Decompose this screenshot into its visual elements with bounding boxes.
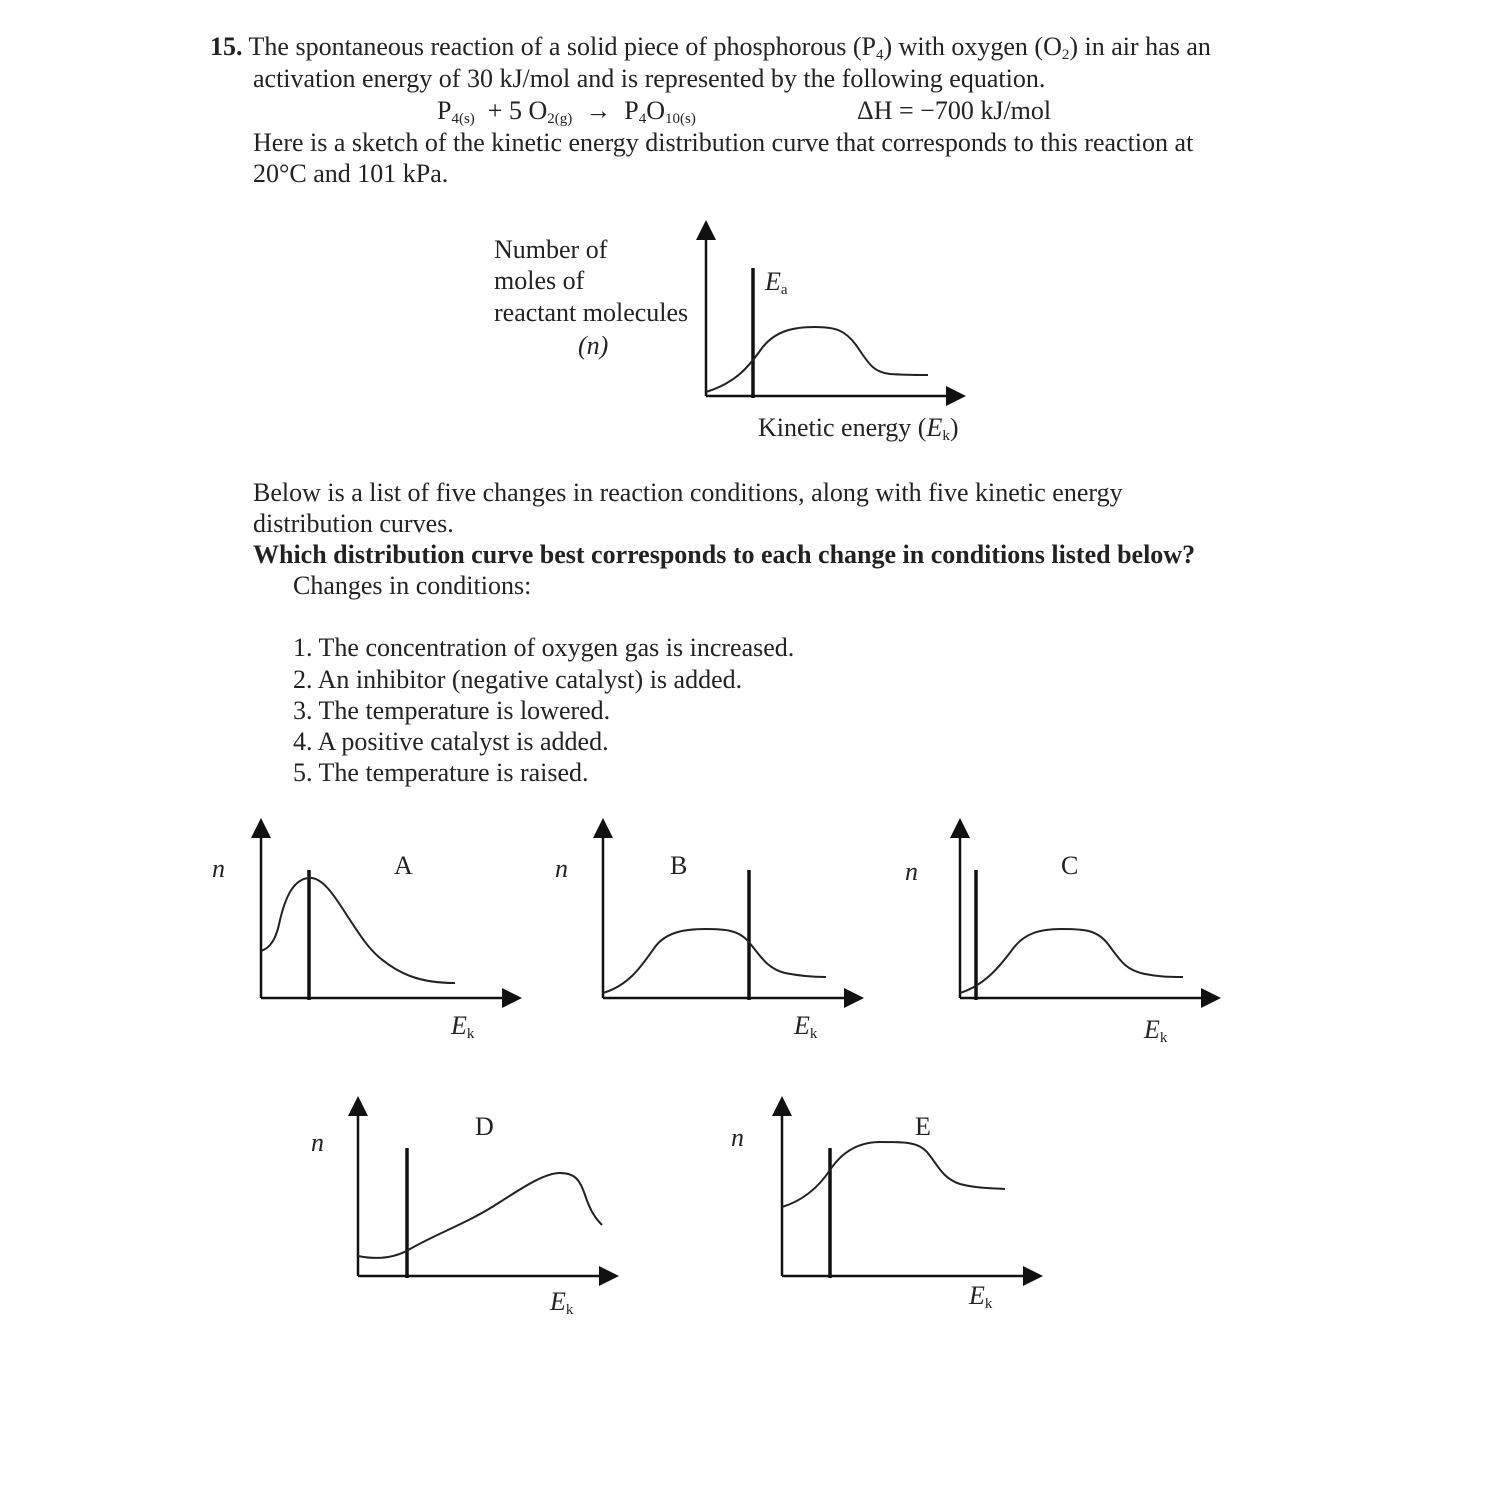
changes-heading: Changes in conditions:	[293, 571, 532, 600]
graph-c-ylabel: n	[905, 857, 918, 886]
enthalpy-change: ΔH = −700 kJ/mol	[857, 96, 1052, 125]
question-line-1: 15. The spontaneous reaction of a solid piece of phosphorous $(P_4)$ with oxygen $(O_2)$ in air has an	[210, 32, 1211, 63]
main-ea-label: $E_a$	[765, 267, 788, 298]
sketch-line-1: Here is a sketch of the kinetic energy distribution curve that corresponds to this reaction at	[253, 128, 1194, 157]
graph-b-curve	[603, 929, 826, 993]
main-ylabel-1: Number of	[494, 235, 608, 264]
change-item-1: 1. The concentration of oxygen gas is increased.	[293, 633, 795, 662]
graph-b-title: B	[670, 851, 688, 880]
graph-c-title: C	[1061, 851, 1079, 880]
graph-c-xlabel: $E_k$	[1144, 1015, 1168, 1046]
main-ylabel-3: reactant molecules	[494, 298, 689, 327]
graph-c-curve	[960, 929, 1183, 993]
graph-a	[251, 818, 522, 1008]
reaction-arrow: →	[585, 96, 612, 125]
main-xlabel: Kinetic energy $(E_k)$	[758, 413, 959, 444]
graph-e	[772, 1096, 1043, 1286]
graph-a-ylabel: n	[212, 854, 225, 883]
graph-d-title: D	[475, 1112, 494, 1141]
bold-question: Which distribution curve best corresponds to each change in conditions listed below?	[253, 540, 1196, 569]
sketch-line-2: 20°C and 101 kPa.	[253, 159, 449, 188]
graph-b	[593, 818, 864, 1008]
graph-c	[950, 818, 1221, 1008]
graph-a-curve	[261, 878, 455, 983]
change-item-5: 5. The temperature is raised.	[293, 758, 589, 787]
graph-b-ylabel: n	[555, 854, 568, 883]
graph-d-ylabel: n	[311, 1128, 324, 1157]
change-item-3: 3. The temperature is lowered.	[293, 696, 611, 725]
graph-e-title: E	[915, 1112, 931, 1141]
question-number: 15.	[210, 32, 243, 61]
graph-d	[348, 1096, 619, 1286]
graph-b-xlabel: $E_k$	[794, 1011, 818, 1042]
graph-a-title: A	[394, 851, 413, 880]
graph-d-xlabel: $E_k$	[550, 1287, 574, 1318]
main-ylabel-2: moles of	[494, 266, 585, 295]
change-item-2: 2. An inhibitor (negative catalyst) is added.	[293, 665, 743, 694]
below-line-1: Below is a list of five changes in reaction conditions, along with five kinetic energy	[253, 478, 1123, 507]
graph-e-ylabel: n	[731, 1123, 744, 1152]
graph-d-curve	[358, 1173, 602, 1258]
below-line-2: distribution curves.	[253, 509, 454, 538]
graph-a-xlabel: $E_k$	[451, 1011, 475, 1042]
change-item-4: 4. A positive catalyst is added.	[293, 727, 609, 756]
graph-e-xlabel: $E_k$	[969, 1281, 993, 1312]
reaction-equation: $P_{4(s)} + 5$ $O_{2(g)} \to P_4O_{10(s)}$	[437, 96, 696, 127]
main-ylabel-4: (n)	[578, 331, 609, 360]
question-line-2: activation energy of 30 kJ/mol and is represented by the following equation.	[253, 64, 1046, 93]
graph-e-curve	[782, 1142, 1005, 1207]
